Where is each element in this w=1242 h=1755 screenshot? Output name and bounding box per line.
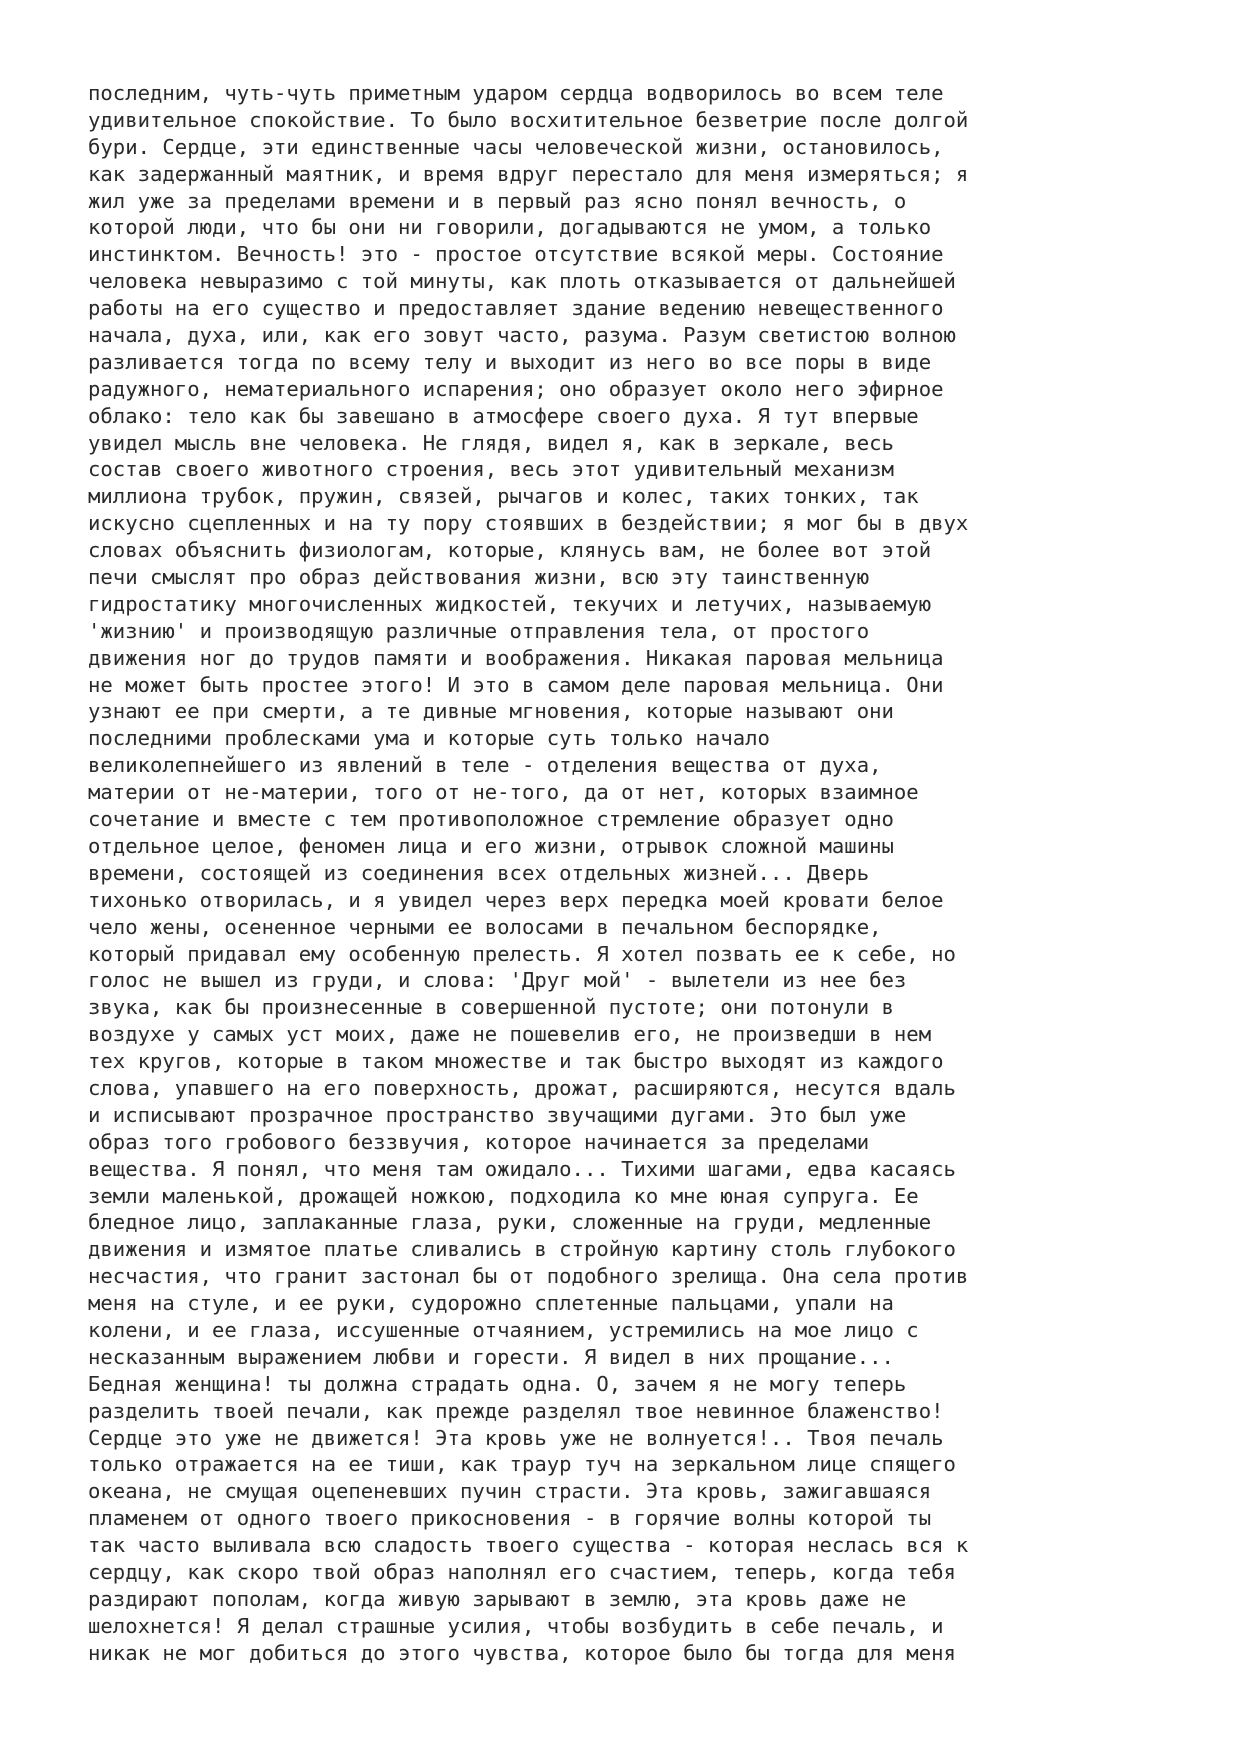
text-line: океана, не смущая оцепеневших пучин страсти. Эта кровь, зажигавшаяся	[88, 1479, 932, 1504]
text-line: словах объяснить физиологам, которые, клянусь вам, не более вот этой	[88, 538, 932, 563]
text-line: вещества. Я понял, что меня там ожидало... Тихими шагами, едва касаясь	[88, 1156, 956, 1181]
text-line: материи от не-материи, того от не-того, да от нет, которых взаимное	[88, 780, 919, 805]
text-line: шелохнется! Я делал страшные усилия, чтобы возбудить в себе печаль, и	[88, 1613, 944, 1638]
text-line: гидростатику многочисленных жидкостей, текучих и летучих, называемую	[88, 591, 932, 616]
text-line: пламенем от одного твоего прикосновения - в горячие волны которой ты	[88, 1506, 932, 1531]
text-line: работы на его существо и предоставляет здание ведению невещественного	[88, 296, 944, 321]
text-line: искусно сцепленных и на ту пору стоявших в бездействии; я мог бы в двух	[88, 511, 969, 536]
text-line: движения ног до трудов памяти и воображения. Никакая паровая мельница	[88, 645, 944, 670]
text-line: 'жизнию' и производящую различные отправления тела, от простого	[88, 618, 870, 643]
text-line: разливается тогда по всему телу и выходит из него во все поры в виде	[88, 349, 932, 374]
text-line: раздирают пополам, когда живую зарывают в землю, эта кровь даже не	[88, 1586, 907, 1611]
text-line: отдельное целое, феномен лица и его жизни, отрывок сложной машины	[88, 833, 894, 858]
text-line: печи смыслят про образ действования жизни, всю эту таинственную	[88, 565, 870, 590]
text-line: которой люди, что бы они ни говорили, догадываются не умом, а только	[88, 215, 932, 240]
text-line: сочетание и вместе с тем противоположное стремление образует одно	[88, 807, 894, 832]
text-line: только отражается на ее тиши, как траур туч на зеркальном лице спящего	[88, 1452, 956, 1477]
text-line: земли маленькой, дрожащей ножкою, подходила ко мне юная супруга. Ее	[88, 1183, 919, 1208]
text-line: тех кругов, которые в таком множестве и так быстро выходят из каждого	[88, 1049, 944, 1074]
text-line: бури. Сердце, эти единственные часы человеческой жизни, остановилось,	[88, 134, 944, 159]
text-line: удивительное спокойствие. То было восхитительное безветрие после долгой	[88, 107, 969, 132]
text-line: никак не мог добиться до этого чувства, которое было бы тогда для меня	[88, 1640, 956, 1665]
text-line: колени, и ее глаза, иссушенные отчаянием, устремились на мое лицо с	[88, 1317, 919, 1342]
text-line: сердцу, как скоро твой образ наполнял его счастием, теперь, когда тебя	[88, 1559, 956, 1584]
text-line: начала, духа, или, как его зовут часто, разума. Разум светистою волною	[88, 323, 956, 348]
text-line: меня на стуле, и ее руки, судорожно сплетенные пальцами, упали на	[88, 1291, 894, 1316]
text-line: образ того гробового беззвучия, которое начинается за пределами	[88, 1129, 870, 1154]
text-line: воздухе у самых уст моих, даже не пошевелив его, не произведши в нем	[88, 1022, 932, 1047]
text-line: узнают ее при смерти, а те дивные мгновения, которые называют они	[88, 699, 894, 724]
text-line: человека невыразимо с той минуты, как плоть отказывается от дальнейшей	[88, 269, 956, 294]
text-line: облако: тело как бы завешано в атмосфере своего духа. Я тут впервые	[88, 403, 919, 428]
text-line: бледное лицо, заплаканные глаза, руки, сложенные на груди, медленные	[88, 1210, 932, 1235]
text-line: как задержанный маятник, и время вдруг перестало для меня измеряться; я	[88, 161, 969, 186]
text-line: чело жены, осененное черными ее волосами в печальном беспорядке,	[88, 914, 882, 939]
text-line: состав своего животного строения, весь этот удивительный механизм	[88, 457, 894, 482]
text-line: и исписывают прозрачное пространство звучащими дугами. Это был уже	[88, 1102, 907, 1127]
text-line: радужного, нематериального испарения; оно образует около него эфирное	[88, 376, 944, 401]
text-line: несказанным выражением любви и горести. Я видел в них прощание...	[88, 1344, 894, 1369]
text-line: последними проблесками ума и которые суть только начало	[88, 726, 770, 751]
text-line: звука, как бы произнесенные в совершенной пустоте; они потонули в	[88, 995, 894, 1020]
text-line: последним, чуть-чуть приметным ударом сердца водворилось во всем теле	[88, 81, 944, 105]
text-line: Бедная женщина! ты должна страдать одна. О, зачем я не могу теперь	[88, 1371, 907, 1396]
text-line: Сердце это уже не движется! Эта кровь уже не волнуется!.. Твоя печаль	[88, 1425, 944, 1450]
text-line: разделить твоей печали, как прежде разделял твое невинное блаженство!	[88, 1398, 944, 1423]
text-line: тихонько отворилась, и я увидел через верх передка моей кровати белое	[88, 887, 944, 912]
text-line: несчастия, что гранит застонал бы от подобного зрелища. Она села против	[88, 1264, 969, 1289]
text-line: не может быть простее этого! И это в самом деле паровая мельница. Они	[88, 672, 944, 697]
text-line: увидел мысль вне человека. Не глядя, видел я, как в зеркале, весь	[88, 430, 894, 455]
text-line: движения и измятое платье сливались в стройную картину столь глубокого	[88, 1237, 956, 1262]
text-line: так часто выливала всю сладость твоего существа - которая неслась вся к	[88, 1533, 969, 1558]
text-line: голос не вышел из груди, и слова: 'Друг мой' - вылетели из нее без	[88, 968, 907, 993]
text-line: миллиона трубок, пружин, связей, рычагов и колес, таких тонких, так	[88, 484, 919, 509]
text-line: великолепнейшего из явлений в теле - отделения вещества от духа,	[88, 753, 882, 778]
text-line: жил уже за пределами времени и в первый раз ясно понял вечность, о	[88, 188, 907, 213]
text-line: инстинктом. Вечность! это - простое отсутствие всякой меры. Состояние	[88, 242, 944, 267]
text-line: времени, состоящей из соединения всех отдельных жизней... Дверь	[88, 860, 870, 885]
text-line: который придавал ему особенную прелесть. Я хотел позвать ее к себе, но	[88, 941, 956, 966]
text-line: слова, упавшего на его поверхность, дрожат, расширяются, несутся вдаль	[88, 1075, 956, 1100]
body-text	[88, 80, 1208, 1667]
